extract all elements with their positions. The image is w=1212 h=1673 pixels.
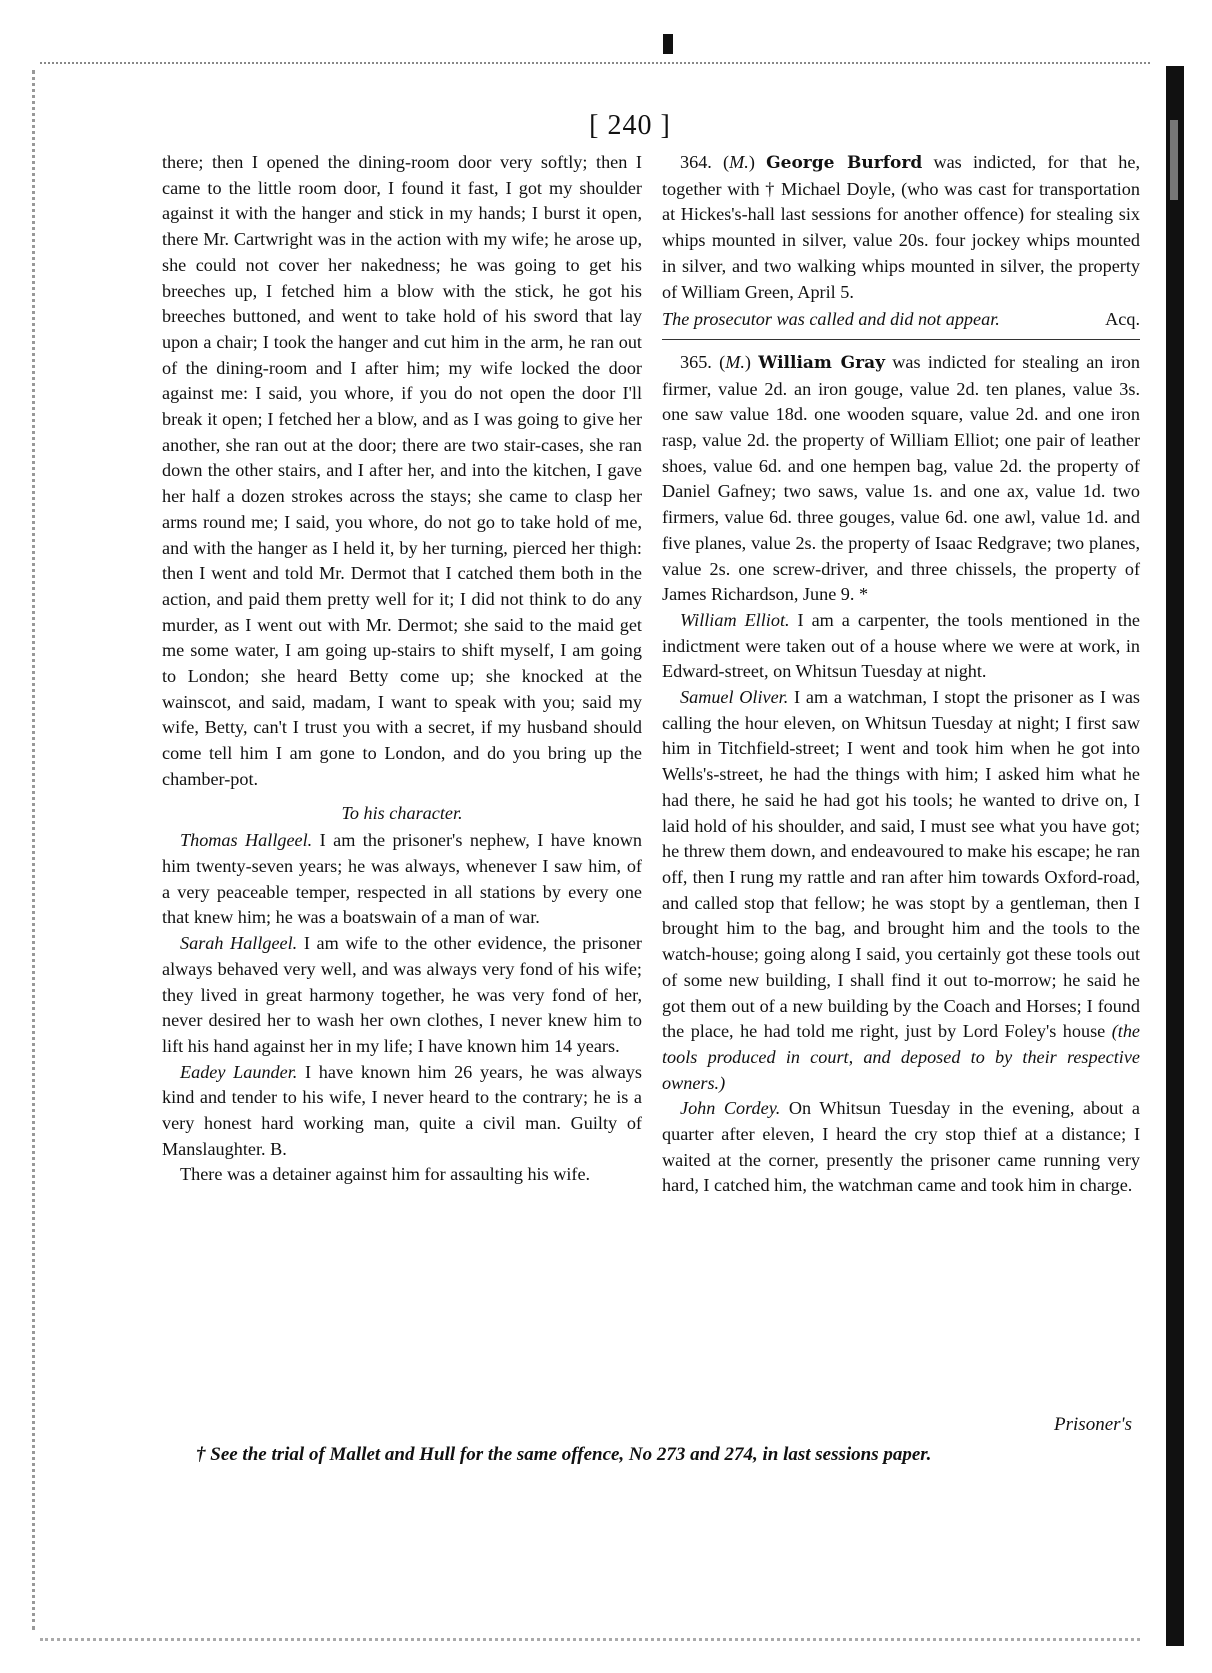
detainer-note: There was a detainer against him for assaulting his wife. [180, 1164, 591, 1185]
scan-edge-bottom [40, 1638, 1140, 1641]
binding-edge [1166, 66, 1184, 1646]
witness-name: Eadey Launder. [180, 1061, 298, 1082]
scan-edge-left [32, 70, 35, 1630]
case-365-indictment: 365. (M.) William Gray was indicted for stealing an iron firmer, value 2d. an iron gouge, value 2d. ten planes, value 3s. one saw value 18d. one wooden square, value 2d. and one iron rasp, value 2d. the property of William Elliot; one pair of leather shoes, value 6d. and one hempen bag, value 2d. the property of Daniel Gafney; two saws, value 1s. and one ax, value 1d. two firmers, value 6d. three gouges, value 6d. one awl, value 1d. and five planes, value 2s. the property of Isaac Redgrave; two planes, value 2s. one screw-driver, and three chissels, the property of James Richardson, June 9. * [662, 351, 1140, 605]
registration-mark [663, 34, 673, 54]
witness-name: Thomas Hallgeel. [180, 830, 313, 851]
section-heading: To his character. [341, 802, 463, 823]
right-column [662, 150, 1140, 1199]
witness-testimony: John Cordey. On Whitsun Tuesday in the evening, about a quarter after eleven, I heard the cry stop thief at a distance; I waited at the corner, presently the prisoner came running very hard, I catched him, the watchman came and took him in charge. [662, 1098, 1140, 1196]
binding-edge-highlight [1170, 120, 1178, 200]
witness-name: William Elliot. [680, 609, 790, 630]
page-number: [ 240 ] [589, 110, 671, 141]
witness-testimony: Eadey Launder. I have known him 26 years, he was always kind and tender to his wife, I never heard to the contrary; he is a very honest hard working man, quite a civil man. Guilty of Manslaughter. B. [162, 1061, 642, 1159]
witness-testimony: Sarah Hallgeel. I am wife to the other evidence, the prisoner always behaved very well, and was always very fond of his wife; they lived in great harmony together, he was very fond of her, never desired her to wash her own clothes, I never knew him to lift his hand against her in my life; I have known him 14 years. [162, 933, 642, 1056]
case-divider [662, 339, 1140, 340]
witness-testimony: William Elliot. I am a carpenter, the tools mentioned in the indictment were taken out of a house where we were at work, in Edward-street, on Whitsun Tuesday at night. [662, 609, 1140, 682]
defendant-name: George Burford [766, 153, 923, 173]
footnote: † See the trial of Mallet and Hull for the same offence, No 273 and 274, in last sessions paper. [196, 1444, 932, 1465]
verdict: Acq. [1105, 309, 1140, 330]
case-364-indictment: 364. (M.) George Burford was indicted, for that he, together with † Michael Doyle, (who was cast for transportation at Hickes's-hall last sessions for another offence) for stealing six whips mounted in silver, value 20s. four jockey whips mounted in silver, and two walking whips mounted in silver, the property of William Green, April 5. [662, 152, 1141, 302]
scan-edge-top [40, 62, 1150, 64]
catchword: Prisoner's [1054, 1414, 1132, 1435]
witness-name: John Cordey. [680, 1098, 781, 1119]
left-column [162, 150, 642, 1188]
witness-testimony: Thomas Hallgeel. I am the prisoner's nephew, I have known him twenty-seven years; he was always, whenever I saw him, of a very peaceable temper, respected in all stations by every one that knew him; he was a boatswain of a man of war. [162, 830, 642, 928]
case-364-verdict: The prosecutor was called and did not appear. Acq. [662, 307, 1140, 333]
witness-testimony: Samuel Oliver. I am a watchman, I stopt the prisoner as I was calling the hour eleven, on Whitsun Tuesday at night; I first saw him in Titchfield-street; I went and took him when he got into Wells's-street, he had the things with him; I asked him what he had there, he said he had got his tools; he wanted to drive on, I laid hold of his shoulder, and said, I must see what you have got; he threw them down, and endeavoured to make his escape; he ran off, then I rung my rattle and ran after him towards Oxford-road, and called stop that fellow; he was stopt by a gentleman, then I brought him to the bag, and brought him and the tools to the watch-house; going along I said, you certainly got these tools out of some new building, I shall find it out to-morrow; he said he got them out of a new building by the Coach and Horses; I found the place, he had told me right, just by Lord Foley's house (the tools produced in court, and deposed to by their respective owners.) [662, 687, 1140, 1093]
witness-name: Sarah Hallgeel. [180, 933, 298, 954]
witness-name: Samuel Oliver. [680, 687, 789, 708]
testimony-paragraph: there; then I opened the dining-room door very softly; then I came to the little room door, I found it fast, I got my shoulder against it with the hanger and stick in my hands; I burst it open, there Mr. Cartwright was in the action with my wife; he arose up, she could not cover her nakedness; he was going to get his breeches up, I fetched him a blow with the stick, he got his breeches buttoned, and went to take hold of his sword that lay upon a chair; I took the hanger and cut him in the arm, he ran out of the dining-room and I after him; my wife locked the door against me: I said, you whore, if you do not open the door I'll break it open; I fetched her a blow, and as I was going to give her another, she ran out at the door; there are two stair-cases, she ran down the other stairs, and I after her, and into the kitchen, I gave her half a dozen strokes across the stays; she came to clasp her arms round me; I said, you whore, do not go to take hold of me, and with the hanger as I held it, by her turning, pierced her thigh: then I went and told Mr. Dermot that I catched them both in the action, and paid them pretty well for it; I did not think to do any murder, as I went out with Mr. Dermot; she said to the maid get me some water, I am going up-stairs to shift myself, I am going to London; she heard Betty come up; she knocked at the wainscot, and said, madam, I want to speak with you; said my wife, Betty, can't I trust you with a secret, if my husband should come tell him I am gone to London, and do you bring up the chamber-pot. [162, 152, 642, 789]
defendant-name: William Gray [758, 352, 885, 373]
